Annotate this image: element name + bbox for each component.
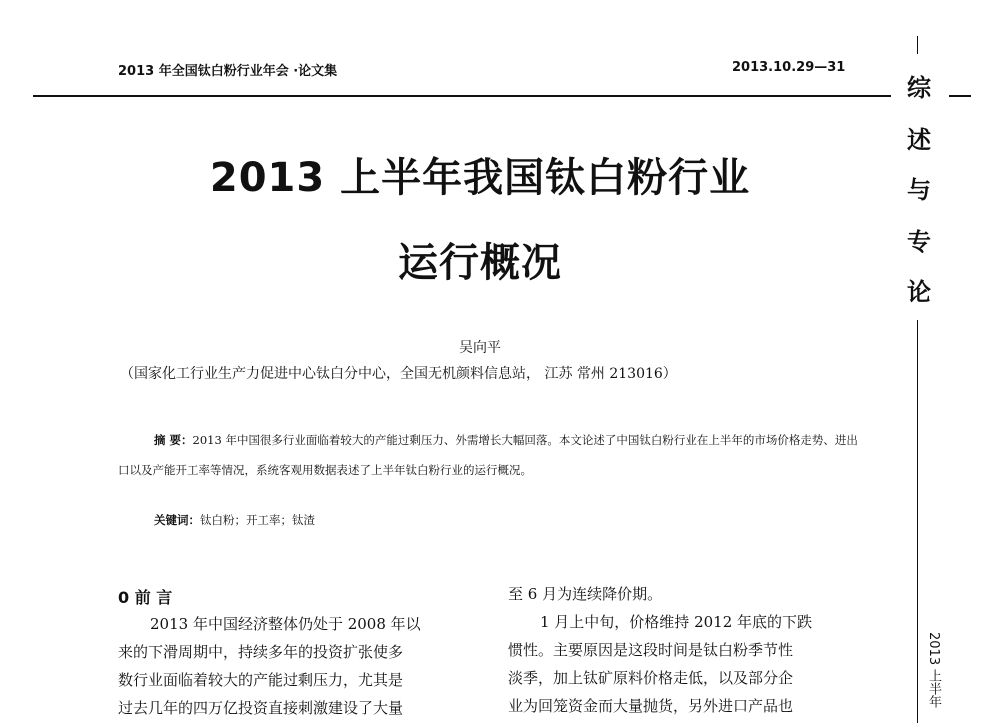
keywords: [154, 512, 315, 528]
abstract-label: 摘 要：: [154, 433, 193, 447]
body-line-left: 2013 年中国经济整体仍处于 2008 年以: [150, 615, 421, 633]
body-line-right: 业为回笼资金而大量抛货，另外进口产品也: [508, 697, 794, 715]
abstract-text: 2013 年中国很多行业面临着较大的产能过剩压力、外需增长大幅回落。本文论述了中国钛白粉行业在上半年的市场价格走势、进出口以及产能开工率等情况，系统客观用数据表述了上半年钛白粉行业的运行概况。: [118, 433, 858, 477]
sidebar-char: 专: [907, 228, 931, 256]
body-line-right: 惯性。主要原因是这段时间是钛白粉季节性: [508, 641, 794, 659]
section-heading: 0 前 言: [118, 588, 173, 607]
body-line-left: 数行业面临着较大的产能过剩压力，尤其是: [118, 671, 404, 689]
keywords-text: 钛白粉；开工率；钛渣: [200, 513, 315, 527]
body-line-left: 过去几年的四万亿投资直接刺激建设了大量: [118, 699, 404, 717]
article-title-line2: 运行概况: [398, 240, 562, 286]
sidebar-vertical-text: 2013 上半年: [926, 632, 941, 709]
header-rule: [33, 95, 891, 97]
body-line-left: 来的下滑周期中，持续多年的投资扩张使多: [118, 643, 404, 661]
body-line-right: 1 月上中旬，价格维持 2012 年底的下跌: [540, 613, 813, 631]
header-rule-right: [949, 95, 971, 97]
sidebar-char: 综: [907, 74, 931, 102]
sidebar-rule-top: [917, 36, 918, 54]
sidebar-char: 述: [907, 126, 931, 154]
sidebar-rule: [917, 320, 918, 723]
sidebar-char: 与: [907, 176, 931, 204]
running-header-right: 2013.10.29—31: [732, 60, 846, 75]
keywords-label: 关键词：: [154, 513, 200, 527]
body-line-right: 至 6 月为连续降价期。: [508, 585, 663, 603]
running-header-left: 2013 年全国钛白粉行业年会 ·论文集: [118, 64, 338, 79]
author-name: 吴向平: [459, 340, 501, 356]
sidebar-char: 论: [907, 278, 931, 306]
body-line-right: 淡季，加上钛矿原料价格走低，以及部分企: [508, 669, 794, 687]
article-title-line1: 2013 上半年我国钛白粉行业: [209, 155, 751, 201]
abstract: [118, 425, 860, 485]
author-affiliation: （国家化工行业生产力促进中心钛白分中心，全国无机颜料信息站， 江苏 常州 213016）: [120, 366, 677, 382]
